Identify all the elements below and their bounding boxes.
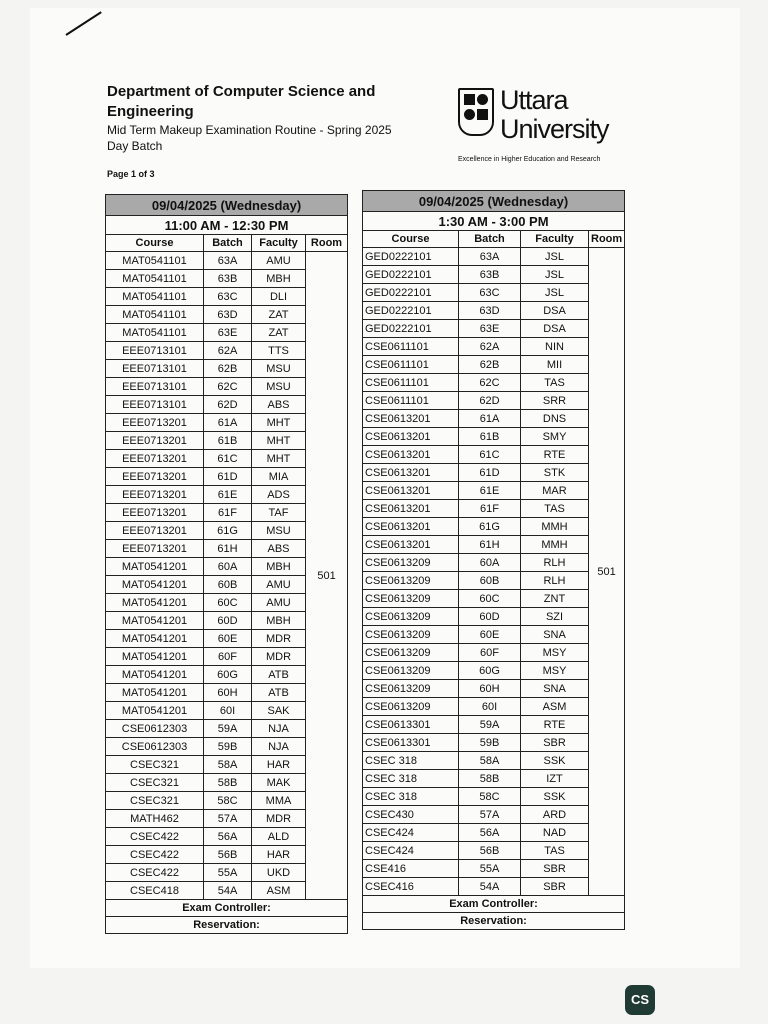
course-cell: CSE0613201 (363, 428, 459, 446)
batch-cell: 61C (459, 446, 521, 464)
faculty-cell: SBR (521, 734, 589, 752)
course-cell: CSEC424 (363, 842, 459, 860)
batch-cell: 59B (204, 738, 252, 756)
batch-cell: 56A (204, 828, 252, 846)
course-cell: CSE0611101 (363, 338, 459, 356)
course-cell: CSE0613209 (363, 644, 459, 662)
batch-cell: 59A (204, 720, 252, 738)
batch-cell: 62B (459, 356, 521, 374)
course-cell: CSEC321 (106, 774, 204, 792)
faculty-cell: SSK (521, 788, 589, 806)
logo-tagline: Excellence in Higher Education and Research (458, 156, 601, 163)
course-cell: EEE0713201 (106, 468, 204, 486)
course-cell: CSE0611101 (363, 356, 459, 374)
batch-cell: 61F (204, 504, 252, 522)
course-cell: CSE0613201 (363, 518, 459, 536)
faculty-cell: UKD (252, 864, 306, 882)
batch-cell: 60C (204, 594, 252, 612)
course-cell: CSE0612303 (106, 720, 204, 738)
faculty-cell: RTE (521, 716, 589, 734)
course-cell: CSE0613209 (363, 554, 459, 572)
faculty-cell: SBR (521, 860, 589, 878)
batch-cell: 62D (459, 392, 521, 410)
course-cell: CSE0613209 (363, 572, 459, 590)
course-cell: CSE0613201 (363, 464, 459, 482)
batch-label: Day Batch (107, 139, 163, 153)
course-cell: MAT0541101 (106, 252, 204, 270)
faculty-cell: JSL (521, 248, 589, 266)
table-row (363, 788, 625, 806)
course-cell: MAT0541101 (106, 270, 204, 288)
faculty-cell: TAF (252, 504, 306, 522)
course-cell: CSE0612303 (106, 738, 204, 756)
faculty-cell: MDR (252, 630, 306, 648)
exam-time: 11:00 AM - 12:30 PM (106, 216, 348, 235)
reservation-label: Reservation: (363, 913, 625, 930)
routine-subtitle: Mid Term Makeup Examination Routine - Spring 2025 (107, 123, 392, 137)
batch-cell: 58A (459, 752, 521, 770)
exam-date: 09/04/2025 (Wednesday) (363, 191, 625, 212)
course-cell: CSE0613201 (363, 500, 459, 518)
faculty-cell: SNA (521, 680, 589, 698)
course-cell: EEE0713101 (106, 396, 204, 414)
faculty-cell: ADS (252, 486, 306, 504)
faculty-cell: MAK (252, 774, 306, 792)
table-row (363, 824, 625, 842)
course-cell: EEE0713101 (106, 360, 204, 378)
table-row (363, 320, 625, 338)
column-header: Course (106, 235, 204, 252)
logo-wordmark: Uttara University (500, 85, 609, 144)
faculty-cell: MBH (252, 270, 306, 288)
course-cell: EEE0713201 (106, 540, 204, 558)
batch-cell: 59B (459, 734, 521, 752)
faculty-cell: HAR (252, 756, 306, 774)
course-cell: CSE0613301 (363, 716, 459, 734)
table-row (363, 284, 625, 302)
course-cell: CSEC422 (106, 864, 204, 882)
faculty-cell: ASM (521, 698, 589, 716)
faculty-cell: IZT (521, 770, 589, 788)
batch-cell: 55A (459, 860, 521, 878)
faculty-cell: MBH (252, 558, 306, 576)
course-cell: CSE0613209 (363, 626, 459, 644)
faculty-cell: SRR (521, 392, 589, 410)
faculty-cell: MBH (252, 612, 306, 630)
batch-cell: 63B (459, 266, 521, 284)
page-number: Page 1 of 3 (107, 169, 155, 179)
course-cell: CSEC321 (106, 756, 204, 774)
batch-cell: 60B (204, 576, 252, 594)
batch-cell: 63D (459, 302, 521, 320)
course-cell: CSEC 318 (363, 788, 459, 806)
faculty-cell: MSU (252, 378, 306, 396)
faculty-cell: RLH (521, 554, 589, 572)
faculty-cell: TTS (252, 342, 306, 360)
table-row (363, 392, 625, 410)
faculty-cell: SSK (521, 752, 589, 770)
faculty-cell: SBR (521, 878, 589, 896)
course-cell: EEE0713201 (106, 432, 204, 450)
faculty-cell: ZAT (252, 306, 306, 324)
course-cell: EEE0713201 (106, 450, 204, 468)
faculty-cell: ASM (252, 882, 306, 900)
department-title: Department of Computer Science and Engineering (107, 83, 376, 120)
table-row (363, 302, 625, 320)
batch-cell: 61H (204, 540, 252, 558)
column-header: Faculty (521, 231, 589, 248)
course-cell: CSEC422 (106, 828, 204, 846)
faculty-cell: ZAT (252, 324, 306, 342)
course-cell: EEE0713201 (106, 486, 204, 504)
column-header: Batch (459, 231, 521, 248)
faculty-cell: HAR (252, 846, 306, 864)
document-header (107, 82, 407, 154)
faculty-cell: MHT (252, 414, 306, 432)
batch-cell: 60I (459, 698, 521, 716)
course-cell: CSEC418 (106, 882, 204, 900)
course-cell: CSE0613301 (363, 734, 459, 752)
table-row (363, 590, 625, 608)
reservation-label: Reservation: (106, 917, 348, 934)
batch-cell: 62B (204, 360, 252, 378)
course-cell: CSE0613201 (363, 482, 459, 500)
batch-cell: 61B (459, 428, 521, 446)
faculty-cell: JSL (521, 266, 589, 284)
course-cell: CSEC321 (106, 792, 204, 810)
faculty-cell: MDR (252, 648, 306, 666)
batch-cell: 56B (204, 846, 252, 864)
table-row (363, 500, 625, 518)
morning-exam-table (105, 194, 348, 934)
faculty-cell: MAR (521, 482, 589, 500)
batch-cell: 60H (204, 684, 252, 702)
faculty-cell: MII (521, 356, 589, 374)
faculty-cell: MSY (521, 644, 589, 662)
course-cell: MAT0541201 (106, 612, 204, 630)
table-row (363, 572, 625, 590)
course-cell: CSE0611101 (363, 392, 459, 410)
afternoon-exam-table (362, 190, 625, 930)
faculty-cell: MHT (252, 450, 306, 468)
course-cell: CSE0613201 (363, 446, 459, 464)
batch-cell: 58B (204, 774, 252, 792)
faculty-cell: ATB (252, 684, 306, 702)
table-row (363, 752, 625, 770)
batch-cell: 60G (459, 662, 521, 680)
table-row (363, 554, 625, 572)
column-header: Room (306, 235, 348, 252)
batch-cell: 59A (459, 716, 521, 734)
batch-cell: 60D (459, 608, 521, 626)
faculty-cell: NJA (252, 738, 306, 756)
batch-cell: 62A (459, 338, 521, 356)
table-row (363, 680, 625, 698)
faculty-cell: MDR (252, 810, 306, 828)
column-header: Room (589, 231, 625, 248)
course-cell: EEE0713201 (106, 414, 204, 432)
faculty-cell: AMU (252, 576, 306, 594)
batch-cell: 63C (459, 284, 521, 302)
table-row (363, 662, 625, 680)
batch-cell: 63A (204, 252, 252, 270)
faculty-cell: JSL (521, 284, 589, 302)
course-cell: CSE0613209 (363, 662, 459, 680)
batch-cell: 61F (459, 500, 521, 518)
faculty-cell: MSU (252, 522, 306, 540)
course-cell: EEE0713101 (106, 378, 204, 396)
course-cell: CSE416 (363, 860, 459, 878)
course-cell: MAT0541101 (106, 324, 204, 342)
course-cell: EEE0713201 (106, 504, 204, 522)
course-cell: CSE0613209 (363, 680, 459, 698)
faculty-cell: MSU (252, 360, 306, 378)
faculty-cell: TAS (521, 842, 589, 860)
exam-controller-label: Exam Controller: (363, 896, 625, 913)
faculty-cell: ABS (252, 396, 306, 414)
batch-cell: 63A (459, 248, 521, 266)
batch-cell: 61A (204, 414, 252, 432)
faculty-cell: AMU (252, 252, 306, 270)
course-cell: CSEC416 (363, 878, 459, 896)
room-cell: 501 (589, 248, 625, 896)
table-row (363, 644, 625, 662)
batch-cell: 61H (459, 536, 521, 554)
table-row (363, 356, 625, 374)
faculty-cell: TAS (521, 500, 589, 518)
room-cell: 501 (306, 252, 348, 900)
course-cell: MAT0541201 (106, 648, 204, 666)
course-cell: MAT0541201 (106, 684, 204, 702)
batch-cell: 56B (459, 842, 521, 860)
batch-cell: 63B (204, 270, 252, 288)
faculty-cell: RLH (521, 572, 589, 590)
batch-cell: 56A (459, 824, 521, 842)
table-row (363, 464, 625, 482)
faculty-cell: DNS (521, 410, 589, 428)
batch-cell: 61C (204, 450, 252, 468)
batch-cell: 60F (204, 648, 252, 666)
table-row (363, 626, 625, 644)
course-cell: MAT0541201 (106, 666, 204, 684)
batch-cell: 60B (459, 572, 521, 590)
course-cell: CSE0613201 (363, 410, 459, 428)
batch-cell: 63C (204, 288, 252, 306)
faculty-cell: MSY (521, 662, 589, 680)
course-cell: MAT0541201 (106, 630, 204, 648)
course-cell: MAT0541101 (106, 306, 204, 324)
batch-cell: 60E (204, 630, 252, 648)
batch-cell: 62A (204, 342, 252, 360)
faculty-cell: ARD (521, 806, 589, 824)
batch-cell: 61G (459, 518, 521, 536)
course-cell: CSE0613201 (363, 536, 459, 554)
course-cell: CSEC430 (363, 806, 459, 824)
batch-cell: 60C (459, 590, 521, 608)
faculty-cell: ABS (252, 540, 306, 558)
table-row (363, 536, 625, 554)
course-cell: CSEC424 (363, 824, 459, 842)
faculty-cell: ALD (252, 828, 306, 846)
faculty-cell: NAD (521, 824, 589, 842)
exam-controller-label: Exam Controller: (106, 900, 348, 917)
batch-cell: 63E (204, 324, 252, 342)
table-row (363, 266, 625, 284)
batch-cell: 61G (204, 522, 252, 540)
course-cell: CSE0613209 (363, 698, 459, 716)
table-row (363, 428, 625, 446)
table-row (363, 482, 625, 500)
batch-cell: 58B (459, 770, 521, 788)
course-cell: MAT0541201 (106, 558, 204, 576)
table-row (363, 374, 625, 392)
faculty-cell: TAS (521, 374, 589, 392)
batch-cell: 60I (204, 702, 252, 720)
table-row (363, 338, 625, 356)
course-cell: CSE0611101 (363, 374, 459, 392)
table-row (363, 770, 625, 788)
batch-cell: 61A (459, 410, 521, 428)
batch-cell: 61E (459, 482, 521, 500)
batch-cell: 60H (459, 680, 521, 698)
course-cell: MAT0541201 (106, 702, 204, 720)
faculty-cell: MMH (521, 536, 589, 554)
table-row (363, 518, 625, 536)
faculty-cell: DSA (521, 320, 589, 338)
course-cell: GED0222101 (363, 320, 459, 338)
batch-cell: 60G (204, 666, 252, 684)
course-cell: GED0222101 (363, 266, 459, 284)
table-row (363, 716, 625, 734)
course-cell: MAT0541101 (106, 288, 204, 306)
faculty-cell: NIN (521, 338, 589, 356)
batch-cell: 57A (459, 806, 521, 824)
table-row (363, 734, 625, 752)
course-cell: EEE0713201 (106, 522, 204, 540)
batch-cell: 61B (204, 432, 252, 450)
column-header: Faculty (252, 235, 306, 252)
batch-cell: 61D (459, 464, 521, 482)
exam-time: 1:30 AM - 3:00 PM (363, 212, 625, 231)
batch-cell: 54A (459, 878, 521, 896)
faculty-cell: SMY (521, 428, 589, 446)
batch-cell: 62D (204, 396, 252, 414)
faculty-cell: MMA (252, 792, 306, 810)
faculty-cell: SZI (521, 608, 589, 626)
batch-cell: 54A (204, 882, 252, 900)
faculty-cell: DSA (521, 302, 589, 320)
course-cell: GED0222101 (363, 302, 459, 320)
batch-cell: 57A (204, 810, 252, 828)
table-row (363, 608, 625, 626)
faculty-cell: RTE (521, 446, 589, 464)
table-row (363, 248, 625, 266)
faculty-cell: ATB (252, 666, 306, 684)
camscanner-badge: CS (625, 985, 655, 1015)
course-cell: GED0222101 (363, 248, 459, 266)
faculty-cell: AMU (252, 594, 306, 612)
batch-cell: 63E (459, 320, 521, 338)
course-cell: MAT0541201 (106, 594, 204, 612)
table-row (363, 698, 625, 716)
batch-cell: 62C (204, 378, 252, 396)
faculty-cell: MHT (252, 432, 306, 450)
faculty-cell: NJA (252, 720, 306, 738)
batch-cell: 55A (204, 864, 252, 882)
faculty-cell: MMH (521, 518, 589, 536)
batch-cell: 62C (459, 374, 521, 392)
table-row (363, 878, 625, 896)
batch-cell: 60A (459, 554, 521, 572)
batch-cell: 58A (204, 756, 252, 774)
batch-cell: 58C (204, 792, 252, 810)
course-cell: MAT0541201 (106, 576, 204, 594)
faculty-cell: MIA (252, 468, 306, 486)
batch-cell: 60A (204, 558, 252, 576)
shield-icon (458, 88, 494, 136)
batch-cell: 63D (204, 306, 252, 324)
course-cell: CSEC 318 (363, 770, 459, 788)
batch-cell: 58C (459, 788, 521, 806)
batch-cell: 60D (204, 612, 252, 630)
course-cell: EEE0713101 (106, 342, 204, 360)
column-header: Batch (204, 235, 252, 252)
course-cell: CSEC 318 (363, 752, 459, 770)
university-logo (456, 85, 609, 166)
course-cell: CSE0613209 (363, 608, 459, 626)
exam-date: 09/04/2025 (Wednesday) (106, 195, 348, 216)
table-row (106, 252, 348, 270)
faculty-cell: DLI (252, 288, 306, 306)
column-header: Course (363, 231, 459, 248)
table-row (363, 446, 625, 464)
table-row (363, 410, 625, 428)
faculty-cell: SNA (521, 626, 589, 644)
batch-cell: 61D (204, 468, 252, 486)
table-row (363, 860, 625, 878)
course-cell: CSEC422 (106, 846, 204, 864)
course-cell: GED0222101 (363, 284, 459, 302)
batch-cell: 61E (204, 486, 252, 504)
batch-cell: 60F (459, 644, 521, 662)
faculty-cell: STK (521, 464, 589, 482)
table-row (363, 842, 625, 860)
faculty-cell: SAK (252, 702, 306, 720)
course-cell: MATH462 (106, 810, 204, 828)
batch-cell: 60E (459, 626, 521, 644)
faculty-cell: ZNT (521, 590, 589, 608)
table-row (363, 806, 625, 824)
course-cell: CSE0613209 (363, 590, 459, 608)
